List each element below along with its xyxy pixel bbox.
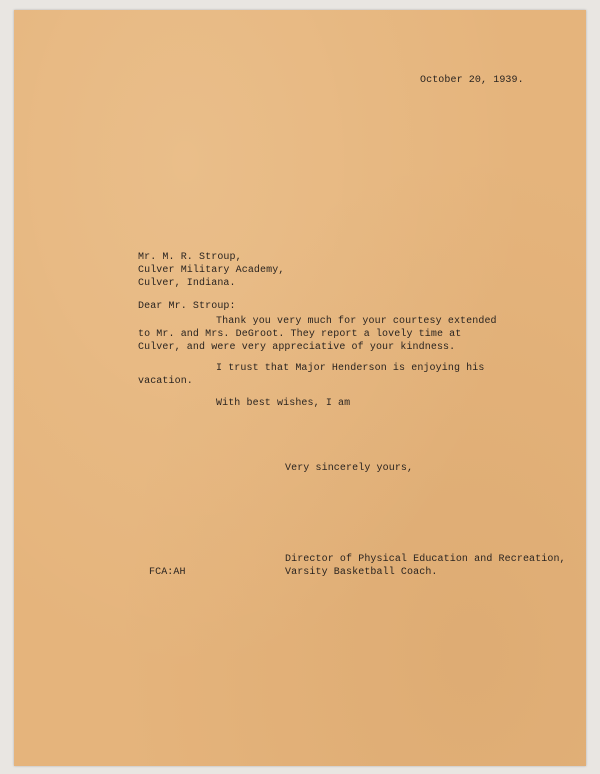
reference-initials: FCA:AH bbox=[149, 567, 186, 578]
signature-title-line: Director of Physical Education and Recreation, bbox=[285, 554, 566, 565]
body-line: vacation. bbox=[138, 376, 193, 387]
body-line: Thank you very much for your courtesy extended bbox=[216, 316, 497, 327]
body-line: Culver, and were very appreciative of your kindness. bbox=[138, 342, 456, 353]
letter-page bbox=[14, 10, 586, 766]
recipient-location: Culver, Indiana. bbox=[138, 278, 236, 289]
recipient-institution: Culver Military Academy, bbox=[138, 265, 285, 276]
recipient-name: Mr. M. R. Stroup, bbox=[138, 252, 242, 263]
salutation: Dear Mr. Stroup: bbox=[138, 301, 236, 312]
body-line: to Mr. and Mrs. DeGroot. They report a lovely time at bbox=[138, 329, 462, 340]
signature-title-line: Varsity Basketball Coach. bbox=[285, 567, 438, 578]
complimentary-closing: Very sincerely yours, bbox=[285, 463, 414, 474]
body-line: With best wishes, I am bbox=[216, 398, 351, 409]
letter-date: October 20, 1939. bbox=[420, 75, 524, 86]
body-line: I trust that Major Henderson is enjoying his bbox=[216, 363, 485, 374]
